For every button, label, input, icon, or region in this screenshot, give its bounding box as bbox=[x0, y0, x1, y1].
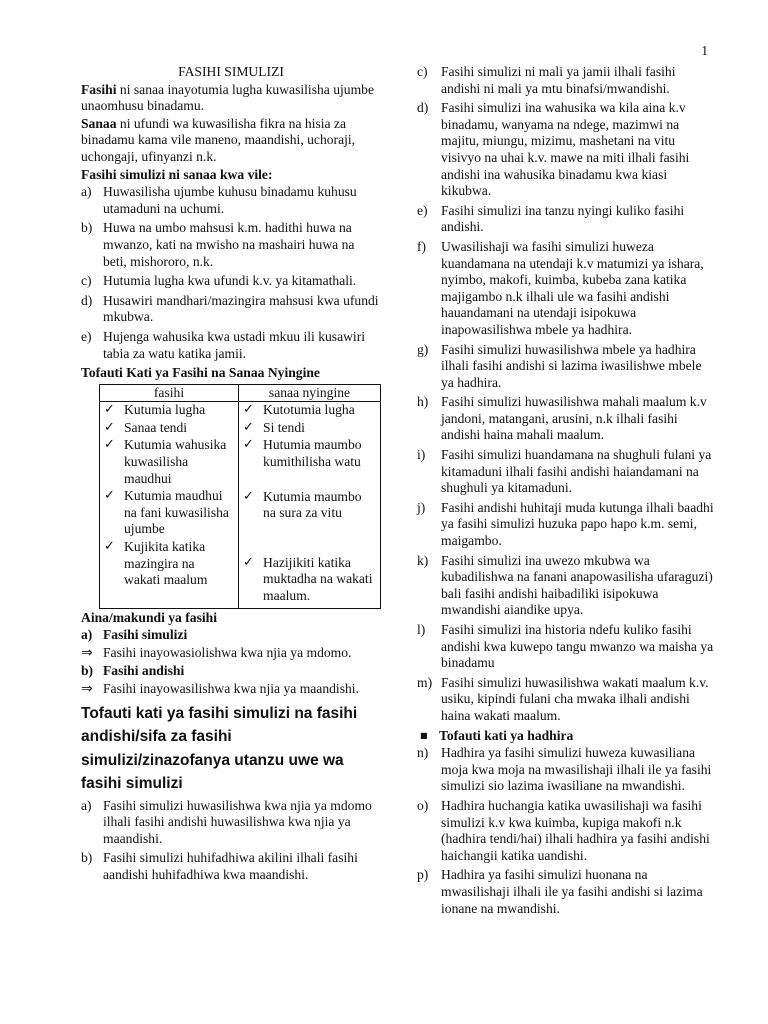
check-icon: ✓ bbox=[243, 402, 254, 418]
list-label: b) bbox=[81, 663, 94, 679]
aina-description bbox=[81, 645, 381, 662]
list-item bbox=[417, 622, 717, 672]
list-label: b) bbox=[81, 850, 93, 866]
column-header-sanaa-nyingine: sanaa nyingine bbox=[239, 384, 381, 402]
list-text: Huwasilisha ujumbe kuhusu binadamu kuhusu utamaduni na uchumi. bbox=[103, 184, 357, 216]
cell-text: Kutumia wahusika kuwasilisha maudhui bbox=[124, 437, 227, 486]
list-label: k) bbox=[417, 552, 429, 568]
cell-text: Si tendi bbox=[263, 419, 305, 435]
term-fasihi: Fasihi bbox=[81, 81, 117, 97]
cell-text: Hazijikiti katika muktadha na wakati maalum. bbox=[263, 554, 373, 604]
list-text: Fasihi simulizi ina tanzu nyingi kuliko fasihi andishi. bbox=[441, 202, 685, 235]
table-cell bbox=[100, 402, 239, 608]
aina-item-b bbox=[81, 663, 381, 680]
list-text: Huwa na umbo mahsusi k.m. hadithi huwa na mwanzo, kati na mwisho na mashairi huwa na beti, mishororo, n.k. bbox=[103, 220, 355, 269]
check-icon: ✓ bbox=[104, 437, 115, 453]
list-item bbox=[81, 273, 381, 290]
list-text: Fasihi simulizi huwasilishwa wakati maalum k.v. usiku, kipindi fulani cha mwaka ilhali andishi haina wakati maalum. bbox=[441, 674, 709, 723]
list-label: j) bbox=[417, 499, 426, 515]
list-item bbox=[417, 394, 717, 444]
list-label: m) bbox=[417, 674, 433, 690]
check-item bbox=[104, 488, 234, 538]
table-row bbox=[100, 402, 381, 608]
list-label: c) bbox=[417, 64, 428, 79]
list-item bbox=[81, 329, 381, 362]
cell-text: Kutumia maudhui na fani kuwasilisha ujumbe bbox=[124, 488, 229, 537]
list-item bbox=[81, 798, 381, 848]
check-item bbox=[243, 437, 376, 470]
list-item bbox=[81, 220, 381, 270]
cell-text: Hutumia maumbo kumithilisha watu bbox=[263, 437, 362, 470]
list-label: d) bbox=[417, 100, 429, 116]
right-column bbox=[417, 64, 717, 920]
check-item bbox=[104, 437, 234, 487]
list-text: Hadhira ya fasihi simulizi huweza kuwasiliana moja kwa moja na mwasilishaji ilhali ile ya fasihi simulizi sio lazima iwasiliane na mwandishi. bbox=[441, 745, 712, 794]
list-text: Fasihi andishi huhitaji muda kutunga ilhali baadhi ya fasihi simulizi huzuka papo hapo k.m. semi, maigambo. bbox=[441, 499, 714, 549]
check-icon: ✓ bbox=[243, 488, 254, 504]
list-item bbox=[81, 293, 381, 326]
cell-text: Kujikita katika mazingira na wakati maalum bbox=[124, 539, 208, 588]
definition-fasihi bbox=[81, 82, 381, 115]
list-item bbox=[417, 675, 717, 725]
list-label: e) bbox=[417, 202, 428, 218]
definition-sanaa bbox=[81, 116, 381, 166]
aina-description bbox=[81, 681, 381, 698]
sifa-heading: Fasihi simulizi ni sanaa kwa vile: bbox=[81, 166, 273, 182]
check-icon: ✓ bbox=[243, 419, 254, 435]
list-label: g) bbox=[417, 341, 429, 357]
list-label: e) bbox=[81, 328, 92, 344]
check-icon: ✓ bbox=[104, 419, 115, 435]
list-item bbox=[417, 867, 717, 917]
list-label: i) bbox=[417, 447, 426, 463]
list-text: Fasihi simulizi huwasilishwa kwa njia ya mdomo ilhali fasihi andishi huwasilishwa kwa njia ya maandishi. bbox=[103, 797, 372, 846]
check-item bbox=[243, 489, 376, 522]
check-item bbox=[104, 402, 234, 419]
list-text: Hadhira huchangia katika uwasilishaji wa fasihi simulizi k.v kwa kuimba, kupiga makofi n.k (hadhira tendi/hai) ilhali hadhira ya fasihi andishi haichangii katika uandishi. bbox=[441, 797, 710, 863]
definition-fasihi-text: ni sanaa inayotumia lugha kuwasilisha ujumbe unaomhusu binadamu. bbox=[81, 81, 374, 114]
list-label: a) bbox=[81, 627, 93, 643]
term-sanaa: Sanaa bbox=[81, 115, 117, 131]
check-item bbox=[243, 402, 376, 419]
square-bullet-icon: ■ bbox=[420, 730, 428, 740]
list-text: Fasihi simulizi huwasilishwa mahali maalum k.v jandoni, matangani, arusini, n.k ilhali fasihi andishi haina mahali maalum. bbox=[441, 394, 707, 443]
list-item bbox=[81, 850, 381, 883]
list-label: f) bbox=[417, 238, 427, 254]
cell-text: Sanaa tendi bbox=[124, 419, 188, 435]
cell-text: Kutumia maumbo na sura za vitu bbox=[263, 488, 362, 521]
table-cell bbox=[239, 402, 381, 608]
hadhira-heading bbox=[417, 728, 717, 745]
list-text: Fasihi simulizi ni mali ya jamii ilhali fasihi andishi ni mali ya mtu binafsi/mwandishi. bbox=[441, 64, 676, 96]
list-text: Hujenga wahusika kwa ustadi mkuu ili kusawiri tabia za watu katika jamii. bbox=[103, 328, 366, 361]
list-text: Fasihi simulizi huhifadhiwa akilini ilhali fasihi aandishi huhifadhiwa kwa maandishi. bbox=[103, 850, 358, 882]
list-label: d) bbox=[81, 292, 93, 308]
aina-title: Fasihi simulizi bbox=[103, 627, 188, 643]
list-label: l) bbox=[417, 622, 426, 637]
double-arrow-icon: ⇒ bbox=[81, 644, 93, 661]
list-label: c) bbox=[81, 273, 92, 289]
list-label: n) bbox=[417, 745, 429, 761]
aina-desc-text: Fasihi inayowasiolishwa kwa njia ya mdomo. bbox=[103, 644, 352, 660]
page-number: 1 bbox=[701, 43, 708, 58]
list-label: h) bbox=[417, 394, 429, 410]
list-item bbox=[417, 203, 717, 236]
list-item bbox=[417, 553, 717, 619]
double-arrow-icon: ⇒ bbox=[81, 681, 93, 697]
comparison-table bbox=[99, 384, 381, 609]
list-item bbox=[417, 745, 717, 795]
left-column bbox=[81, 64, 381, 887]
check-icon: ✓ bbox=[104, 539, 115, 555]
list-text: Hadhira ya fasihi simulizi huonana na mwasilishaji ilhali ile ya fasihi andishi si lazima ionane na mwandishi. bbox=[441, 867, 703, 916]
list-item bbox=[417, 500, 717, 550]
check-icon: ✓ bbox=[104, 402, 115, 418]
aina-heading: Aina/makundi ya fasihi bbox=[81, 609, 217, 625]
list-text: Fasihi simulizi ina historia ndefu kuliko fasihi andishi kwa kuwepo tangu mwanzo wa maisha ya binadamu bbox=[441, 622, 714, 671]
list-text: Husawiri mandhari/mazingira mahsusi kwa ufundi mkubwa. bbox=[103, 292, 379, 325]
check-icon: ✓ bbox=[104, 488, 115, 504]
aina-item-a bbox=[81, 627, 381, 644]
list-text: Uwasilishaji wa fasihi simulizi huweza kuandamana na utendaji k.v matumizi ya ishara, nyimbo, makofi, kuimba, kubeba zana katika majigambo n.k ilhali ule wa fasihi andishi hauandamani na utendaji isipokuwa inapowasilishwa mbele ya hadhira. bbox=[441, 238, 704, 337]
check-item bbox=[243, 420, 376, 437]
cell-text: Kutumia lugha bbox=[124, 402, 206, 418]
list-text: Fasihi simulizi ina uwezo mkubwa wa kubadilishwa na fanani anapowasilisha ufaraguzi) bali fasihi andishi haibadiliki isipokuwa mwandishi aiandike upya. bbox=[441, 552, 713, 618]
list-item bbox=[417, 239, 717, 339]
table-heading: Tofauti Kati ya Fasihi na Sanaa Nyingine bbox=[81, 365, 320, 381]
check-icon: ✓ bbox=[243, 437, 254, 453]
list-item bbox=[81, 184, 381, 217]
list-item bbox=[417, 100, 717, 200]
column-header-fasihi: fasihi bbox=[100, 384, 239, 402]
list-label: o) bbox=[417, 797, 429, 813]
list-item bbox=[417, 342, 717, 392]
list-text: Fasihi simulizi ina wahusika wa kila aina k.v binadamu, wanyama na ndege, mazimwi na majitu, miungu, mizimu, mashetani na vitu visivyo na uhai k.v. mawe na miti ilhali fasihi andishi ina wahusika binadamu kwa kiasi kikubwa. bbox=[441, 100, 690, 199]
list-text: Fasihi simulizi huwasilishwa mbele ya hadhira ilhali fasihi andishi si lazima iwasilishwe mbele ya hadhira. bbox=[441, 341, 702, 390]
check-icon: ✓ bbox=[243, 554, 254, 570]
list-text: Hutumia lugha kwa ufundi k.v. ya kitamathali. bbox=[103, 273, 357, 289]
hadhira-heading-text: Tofauti kati ya hadhira bbox=[439, 727, 574, 743]
table-header-row bbox=[100, 384, 381, 402]
check-item bbox=[104, 539, 234, 589]
definition-sanaa-text: ni ufundi wa kuwasilisha fikra na hisia za binadamu kama vile maneno, maandishi, uchoraji, uchongaji, ufinyanzi n.k. bbox=[81, 115, 356, 164]
list-label: a) bbox=[81, 184, 92, 200]
list-label: p) bbox=[417, 867, 429, 883]
check-item bbox=[104, 420, 234, 437]
check-item bbox=[243, 555, 376, 605]
list-item bbox=[417, 447, 717, 497]
list-text: Fasihi simulizi huandamana na shughuli fulani ya kitamaduni ilhali fasihi andishi haiandamani na shughuli ya kitamaduni. bbox=[441, 447, 712, 496]
document-title: FASIHI SIMULIZI bbox=[178, 64, 284, 79]
list-label: b) bbox=[81, 220, 93, 236]
list-item bbox=[417, 798, 717, 864]
list-item bbox=[417, 64, 717, 97]
aina-desc-text: Fasihi inayowasilishwa kwa njia ya maandishi. bbox=[103, 681, 359, 696]
cell-text: Kutotumia lugha bbox=[263, 402, 355, 418]
list-label: a) bbox=[81, 797, 92, 813]
aina-title: Fasihi andishi bbox=[103, 663, 185, 679]
section-heading: Tofauti kati ya fasihi simulizi na fasihi andishi/sifa za fasihi simulizi/zinazofanya utanzu uwe wa fasihi simulizi bbox=[81, 704, 358, 793]
